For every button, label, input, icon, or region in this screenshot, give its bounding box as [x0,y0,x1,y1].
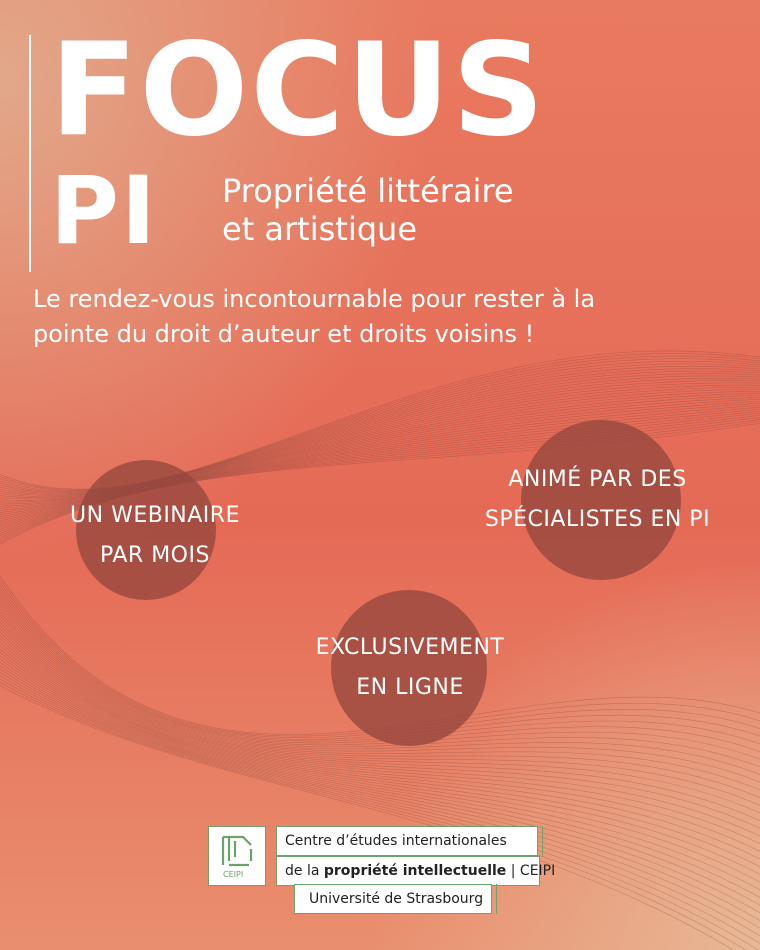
title-divider [29,35,31,272]
subtitle-line-2: et artistique [222,210,417,248]
logo-line-2-bold: propriété intellectuelle [323,863,507,879]
webinar-label [40,496,270,576]
title-pi: PI [50,157,158,266]
logo-line-2-prefix: de la [285,863,324,879]
logo-edge-line [496,884,497,914]
ceipi-emblem-text: CEIPI [223,870,244,879]
online-label [295,628,525,708]
logo-line-1 [276,826,538,856]
webinar-label-line-2: PAR MOIS [100,543,210,568]
webinar-label-line-1: UN WEBINAIRE [70,503,240,528]
ceipi-logo [208,826,556,914]
specialists-label-line-2: SPÉCIALISTES EN PI [484,507,711,532]
online-label-line-1: EXCLUSIVEMENT [315,635,505,660]
subtitle-line-1: Propriété littéraire [222,172,514,210]
specialists-label [470,460,725,540]
subtitle [222,172,514,248]
logo-edge-line [542,826,543,856]
title-focus: FOCUS [50,16,547,165]
logo-line-1-text: Centre d’études internationales [285,833,507,849]
logo-line-3-text: Université de Strasbourg [309,891,484,907]
specialists-label-line-1: ANIMÉ PAR DES [508,467,687,492]
tagline-line-2: pointe du droit d’auteur et droits voisins ! [33,320,535,348]
tagline-line-1: Le rendez-vous incontournable pour rester à la [33,285,596,313]
logo-line-2-suffix: | CEIPI [506,863,556,879]
tagline [33,282,673,352]
ceipi-emblem-icon [208,826,266,886]
logo-line-2 [276,856,556,886]
logo-line-3 [294,884,492,914]
online-label-line-2: EN LIGNE [356,675,464,700]
